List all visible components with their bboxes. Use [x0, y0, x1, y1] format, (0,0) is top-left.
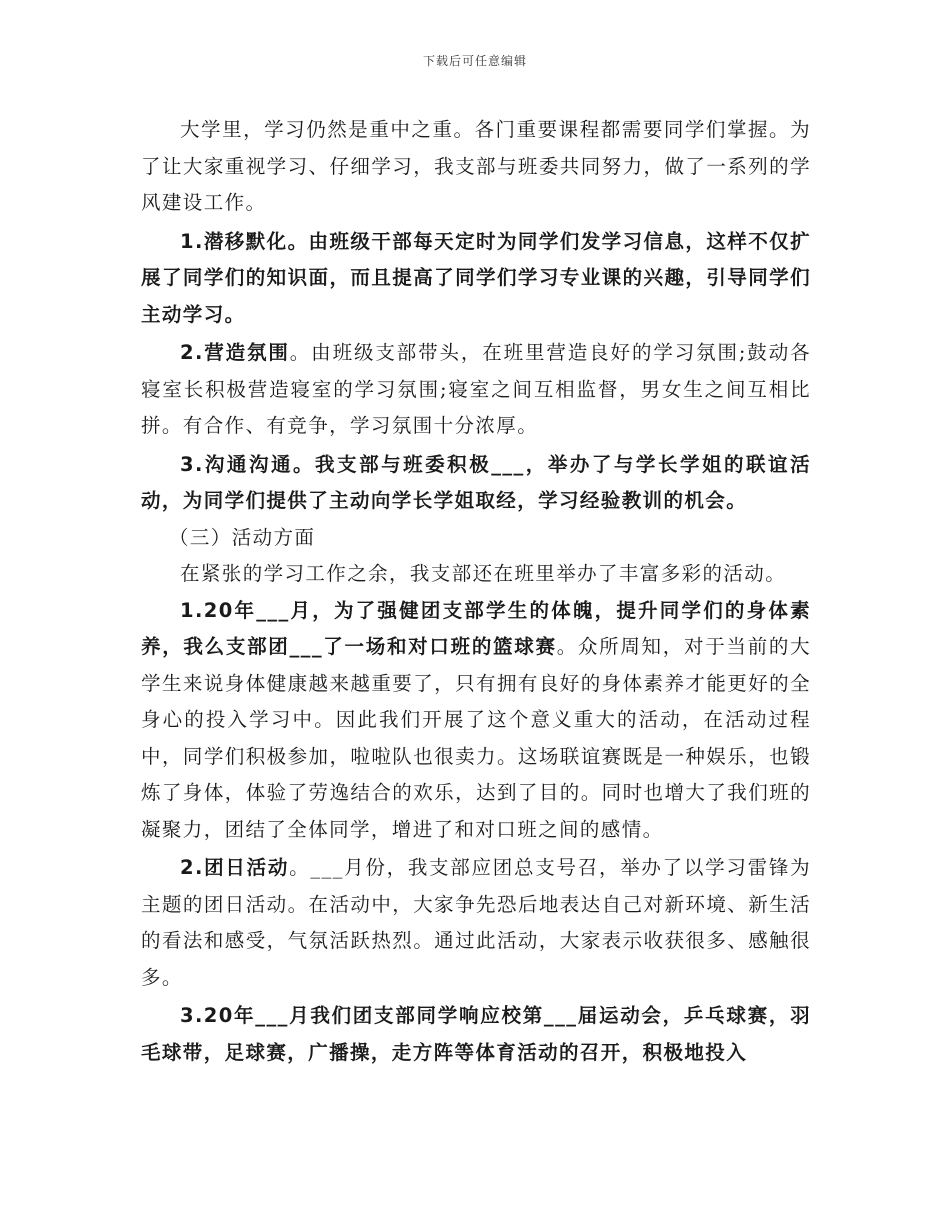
activities-intro-paragraph: 在紧张的学习工作之余，我支部还在班里举办了丰富多彩的活动。: [180, 562, 787, 585]
study-item-2: [141, 335, 811, 445]
activities-item-3: 3.20年___月我们团支部同学响应校第___届运动会，乒乓球赛，羽毛球带，足球赛，广播操，走方阵等体育活动的召开，积极地投入: [141, 1004, 811, 1064]
activities-item-2: [141, 850, 811, 996]
activities-item-2-title: 2.团日活动: [180, 856, 290, 879]
study-item-2-title: 2.营造氛围: [180, 341, 290, 364]
study-intro-paragraph: 大学里，学习仍然是重中之重。各门重要课程都需要同学们掌握。为了让大家重视学习、仔细学习，我支部与班委共同努力，做了一系列的学风建设工作。: [141, 118, 811, 214]
study-item-1: 1.潜移默化。由班级干部每天定时为同学们发学习信息，这样不仅扩展了同学们的知识面，而且提高了同学们学习专业课的兴趣，引导同学们主动学习。: [141, 229, 811, 326]
study-item-3: 3.沟通沟通。我支部与班委积极___，举办了与学长学姐的联谊活动，为同学们提供了主动向学长学姐取经，学习经验教训的机会。: [141, 452, 811, 512]
activities-item-1-body: 。众所周知，对于当前的大学生来说身体健康越来越重要了，只有拥有良好的身体素养才能更好的全身心的投入学习中。因此我们开展了这个意义重大的活动，在活动过程中，同学们积极参加，啦啦队也很卖力。这场联谊赛既是一种娱乐，也锻炼了身体，体验了劳逸结合的欢乐，达到了目的。同时也增大了我们班的凝聚力，团结了全体同学，增进了和对口班之间的感情。: [141, 635, 811, 841]
activities-item-1-title: 1.20年___月，为了强健团支部学生的体魄，提升同学们的身体素养，我么支部团___了一场和对口班的篮球赛: [141, 598, 811, 658]
activities-item-2-body: 。___月份，我支部应团总支号召，举办了以学习雷锋为主题的团日活动。在活动中，大家争先恐后地表达自己对新环境、新生活的看法和感受，气氛活跃热烈。通过此活动，大家表示收获很多、感触很多。: [141, 856, 811, 989]
study-item-2-body: 。由班级支部带头，在班里营造良好的学习氛围;鼓动各寝室长积极营造寝室的学习氛围;寝室之间互相监督，男女生之间互相比拼。有合作、有竞争，学习氛围十分浓厚。: [141, 341, 811, 437]
section-heading-activities: （三）活动方面: [169, 525, 316, 549]
page-header: 下载后可任意编辑: [422, 54, 527, 68]
activities-item-1: [141, 593, 811, 849]
document-body: [141, 112, 811, 1071]
